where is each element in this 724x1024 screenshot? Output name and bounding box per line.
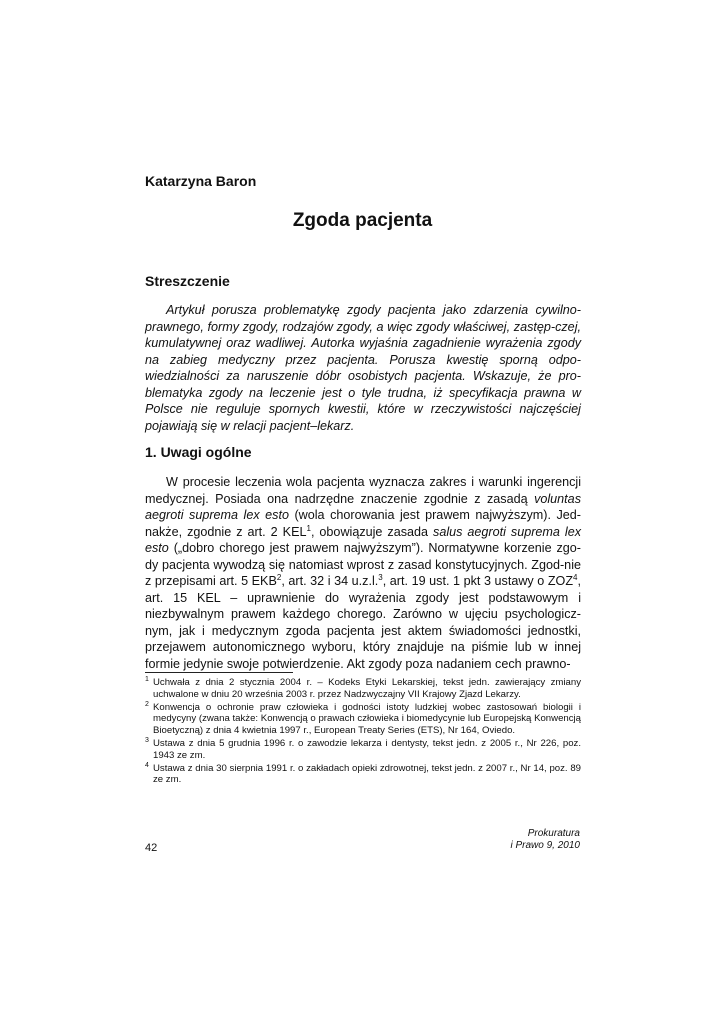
article-title: Zgoda pacjenta <box>292 210 433 231</box>
latin-phrase: voluntas aegroti suprema lex esto <box>145 491 581 522</box>
abstract-heading: Streszczenie <box>145 273 230 289</box>
footnote-text: Konwencja o ochronie praw człowieka i godności istoty ludzkiej wobec zastosowań biologii i medycyny (zwana także: Konwencją o prawach człowieka i biomedycynie lub Europejską Konwencją Bioetyczną) z dnia 4 kwietnia 1997 r., European Treaty Series (ETS), Nr 164, Oviedo. <box>153 701 581 737</box>
footnote-text: Uchwała z dnia 2 stycznia 2004 r. – Kodeks Etyki Lekarskiej, tekst jedn. zawierający zmiany uchwalone w dniu 20 września 2003 r. przez Nadzwyczajny VII Krajowy Zjazd Lekarzy. <box>153 677 581 700</box>
body-text: („dobro chorego jest prawem najwyższym”). Normatywne korzenie zgo-dy pacjenta wywodzą się natomiast wprost z zasad konstytucyjnych. Zgod-nie z przepisami art. 5 EKB <box>145 541 581 588</box>
body-text: W procesie leczenia wola pacjenta wyznacza zakres i warunki ingerencji medycznej. Posiada ona nadrzędne znaczenie zgodnie z zasadą <box>145 475 581 506</box>
page-number: 42 <box>145 842 158 854</box>
footnote-number: 1 <box>145 676 149 683</box>
footnote-number: 4 <box>145 761 149 769</box>
body-text: , obowiązuje zasada <box>310 524 434 539</box>
body-text: , art. 19 ust. 1 pkt 3 ustawy o ZOZ <box>382 574 574 588</box>
body-paragraph <box>145 474 581 672</box>
footnote-ref[interactable]: 4 <box>573 573 578 582</box>
latin-phrase: salus aegroti suprema lex esto <box>145 524 582 555</box>
footnote-ref[interactable]: 3 <box>378 573 383 582</box>
journal-name: Prokuratura <box>527 828 580 839</box>
footnotes <box>145 677 581 787</box>
footnote-text: Ustawa z dnia 30 sierpnia 1991 r. o zakładach opieki zdrowotnej, tekst jedn. z 2007 r., Nr 14, poz. 89 ze zm. <box>153 762 581 786</box>
body-text: (wola chorowania jest prawem najwyższym). Jed-nakże, zgodnie z art. 2 KEL <box>145 508 581 539</box>
footnote-number: 2 <box>145 700 149 708</box>
footnote <box>145 677 581 701</box>
footnote-text: Ustawa z dnia 5 grudnia 1996 r. o zawodzie lekarza i dentysty, tekst jedn. z 2005 r., Nr 226, poz. 1943 ze zm. <box>153 737 581 761</box>
footnote-number: 3 <box>145 736 149 744</box>
abstract-paragraph: Artykuł porusza problematykę zgody pacjenta jako zdarzenia cywilno-prawnego, formy zgody, rodzajów zgody, a więc zgody właściwej, zastęp-czej, kumulatywnej oraz wadliwej. Autorka wyjaśnia zagadnienie wyrażenia zgody na zabieg medyczny przez pacjenta. Porusza kwestię sporną odpo-wiedzialności za naruszenie dóbr osobistych pacjenta. Wskazuje, że pro-blematyka zgody na leczenie jest o tyle trudna, iż specyfikacja prawna w Polsce nie reguluje spornych kwestii, które w rzeczywistości najczęściej pojawiają się w relacji pacjent–lekarz. <box>145 303 581 433</box>
footnote <box>145 763 581 787</box>
footnote <box>145 702 581 737</box>
footnote-ref[interactable]: 2 <box>276 573 282 582</box>
journal-issue: i Prawo 9, 2010 <box>510 840 580 851</box>
body-text: , art. 15 KEL – uprawnienie do wyrażenia zgody jest podstawowym i niezbywalnym prawem każdego chorego. Zarówno w ujęciu psychologicz-nym, jak i medycznym zgoda pacjenta jest aktem świadomości jednostki, przejawem autonomicznego wyboru, który znajduje na piśmie lub w innej formie jedynie swoje potwierdzenie. Akt zgody poza nadaniem cech prawno- <box>145 574 581 671</box>
footnote-ref[interactable]: 1 <box>306 523 311 533</box>
author-name: Katarzyna Baron <box>145 173 257 189</box>
footnote-divider <box>145 672 293 673</box>
journal-reference <box>511 828 581 852</box>
footnote <box>145 738 581 762</box>
section-heading: 1. Uwagi ogólne <box>145 444 252 460</box>
body-text: , art. 32 i 34 u.z.l. <box>281 574 379 588</box>
